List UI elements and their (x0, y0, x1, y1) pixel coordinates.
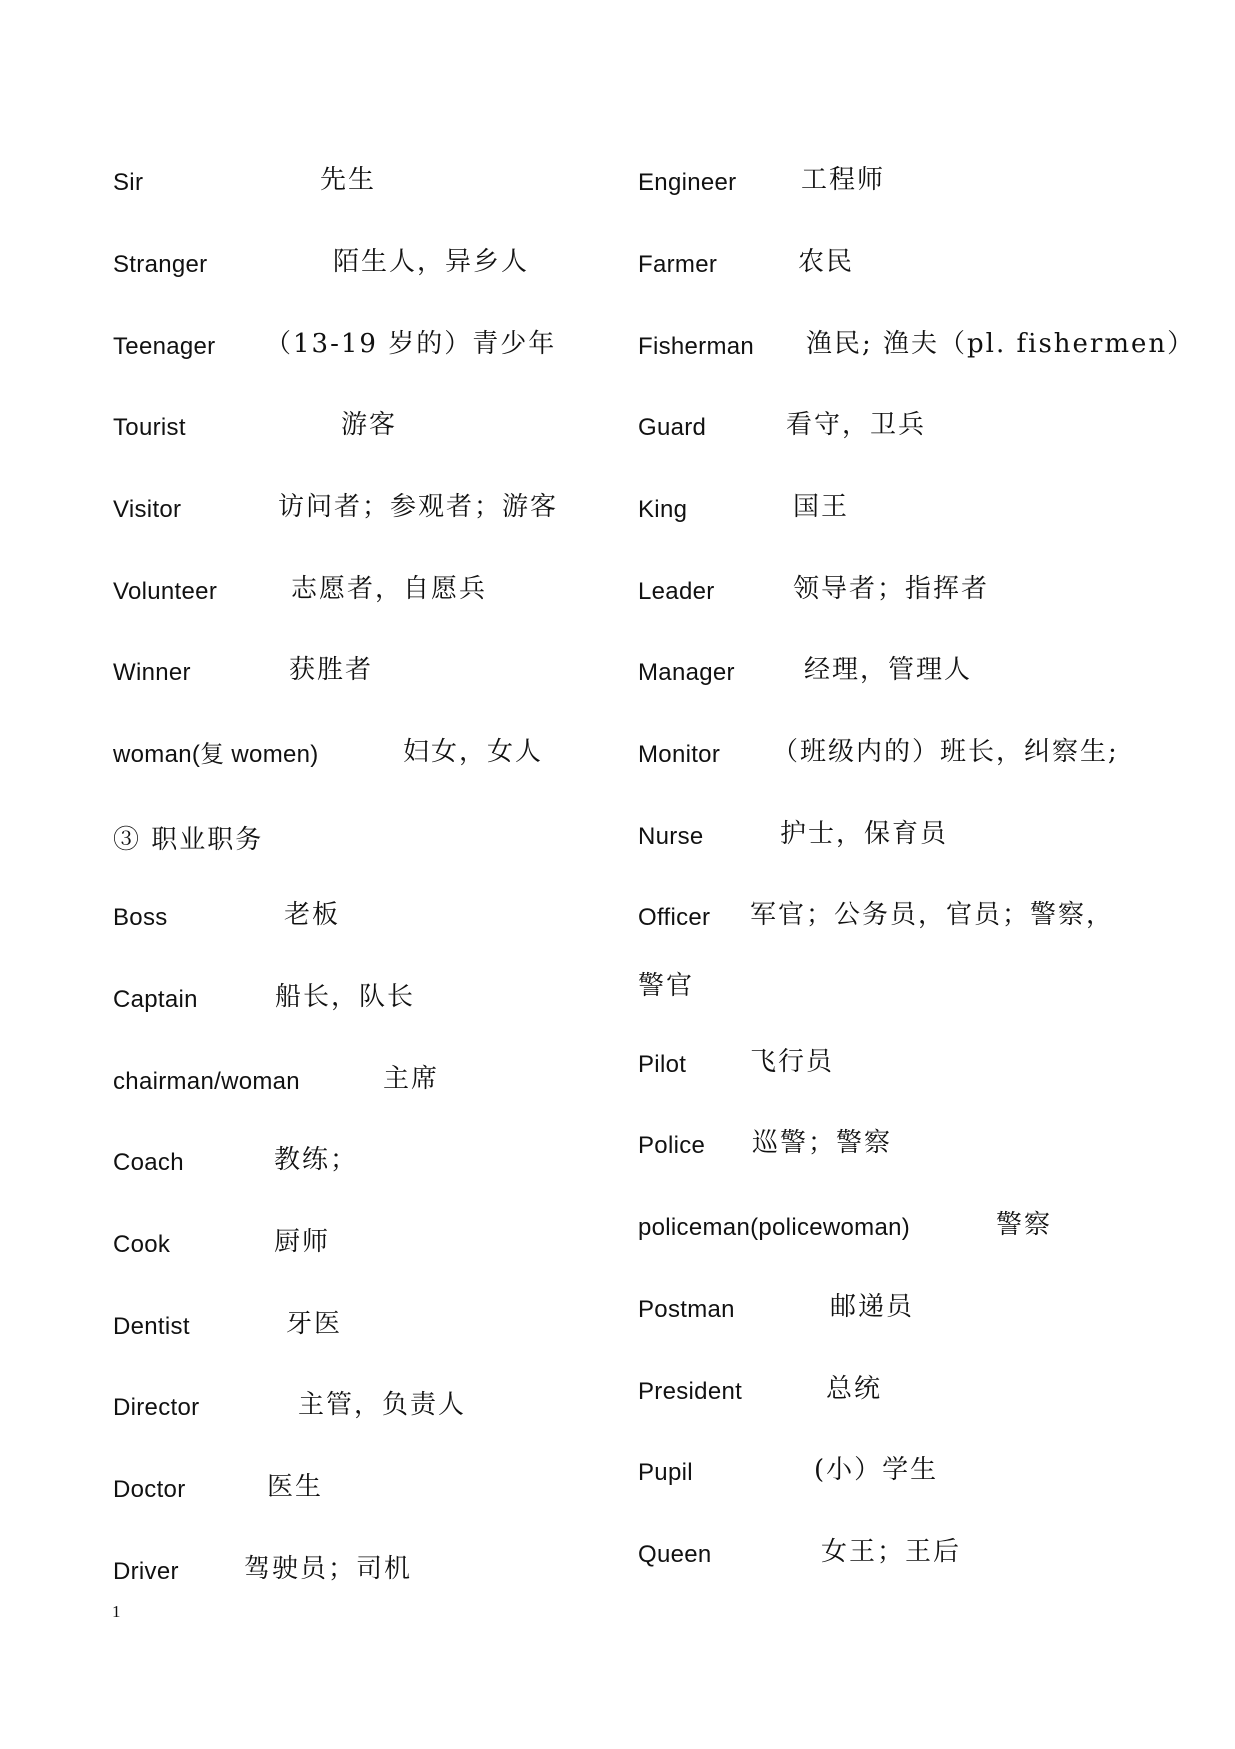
english-word: Police (638, 1132, 706, 1159)
chinese-meaning: 厨师 (274, 1227, 331, 1257)
chinese-meaning: 邮递员 (830, 1292, 915, 1322)
chinese-meaning: 农民 (798, 247, 855, 277)
english-word: Postman (638, 1296, 735, 1323)
chinese-meaning: 渔民; 渔夫（pl. fishermen） (806, 329, 1196, 359)
chinese-meaning: 驾驶员；司机 (244, 1554, 413, 1584)
chinese-meaning: 总统 (826, 1374, 883, 1404)
english-word: Pupil (638, 1459, 693, 1486)
english-word: Manager (638, 659, 735, 686)
english-word: Tourist (113, 414, 186, 441)
english-word: Cook (113, 1231, 171, 1258)
english-word: Captain (113, 986, 198, 1013)
english-word: Coach (113, 1149, 184, 1176)
english-word: Teenager (113, 333, 216, 360)
english-word: King (638, 496, 688, 523)
english-word: Farmer (638, 251, 718, 278)
english-word: Pilot (638, 1051, 687, 1078)
chinese-meaning: 看守，卫兵 (786, 410, 927, 440)
chinese-meaning: 护士，保育员 (780, 819, 949, 849)
chinese-meaning: 国王 (793, 492, 850, 522)
chinese-meaning: （班级内的）班长，纠察生; (772, 737, 1119, 767)
chinese-meaning: 老板 (284, 900, 341, 930)
page-number: 1 (112, 1602, 121, 1621)
chinese-meaning: 领导者；指挥者 (793, 574, 990, 604)
english-word: Visitor (113, 496, 182, 523)
chinese-meaning: 主管，负责人 (298, 1390, 467, 1420)
english-word: Volunteer (113, 578, 218, 605)
english-word: Queen (638, 1541, 712, 1568)
english-word: Nurse (638, 823, 704, 850)
english-word: Doctor (113, 1476, 186, 1503)
english-word: Driver (113, 1558, 179, 1585)
english-word: Stranger (113, 251, 208, 278)
english-word: Fisherman (638, 333, 755, 360)
english-word: chairman/woman (113, 1068, 300, 1095)
chinese-meaning: 飞行员 (750, 1047, 835, 1077)
chinese-meaning: 获胜者 (289, 655, 374, 685)
chinese-meaning: 志愿者，自愿兵 (291, 574, 488, 604)
section-heading: ③ 职业职务 (113, 825, 264, 855)
english-word: Dentist (113, 1313, 190, 1340)
english-word: policeman(policewoman) (638, 1214, 911, 1241)
english-word: Guard (638, 414, 707, 441)
chinese-meaning: 陌生人，异乡人 (333, 247, 530, 277)
english-word: Director (113, 1394, 200, 1421)
english-word: Engineer (638, 169, 737, 196)
chinese-meaning: （13-19 岁的）青少年 (265, 329, 557, 359)
english-word: Officer (638, 904, 711, 931)
chinese-meaning-continuation: 警官 (638, 971, 695, 1001)
english-word: Boss (113, 904, 168, 931)
chinese-meaning: 妇女，女人 (403, 737, 544, 767)
chinese-meaning: 军官；公务员，官员；警察， (750, 900, 1115, 930)
chinese-meaning: 经理，管理人 (804, 655, 973, 685)
chinese-meaning: 女王；王后 (821, 1537, 962, 1567)
english-word: President (638, 1378, 743, 1405)
chinese-meaning: 教练； (274, 1145, 359, 1175)
english-word: woman(复 women) (113, 741, 319, 768)
chinese-meaning: 巡警；警察 (752, 1128, 893, 1158)
chinese-meaning: 先生 (320, 165, 377, 195)
chinese-meaning: 警察 (996, 1210, 1053, 1240)
chinese-meaning: 主席 (383, 1064, 440, 1094)
english-word: Monitor (638, 741, 721, 768)
english-word: Winner (113, 659, 191, 686)
chinese-meaning: (小）学生 (814, 1455, 939, 1485)
chinese-meaning: 船长，队长 (275, 982, 416, 1012)
english-word: Sir (113, 169, 144, 196)
english-word: Leader (638, 578, 715, 605)
chinese-meaning: 游客 (341, 410, 398, 440)
chinese-meaning: 访问者；参观者；游客 (278, 492, 559, 522)
chinese-meaning: 工程师 (801, 165, 886, 195)
chinese-meaning: 牙医 (286, 1309, 343, 1339)
chinese-meaning: 医生 (267, 1472, 324, 1502)
